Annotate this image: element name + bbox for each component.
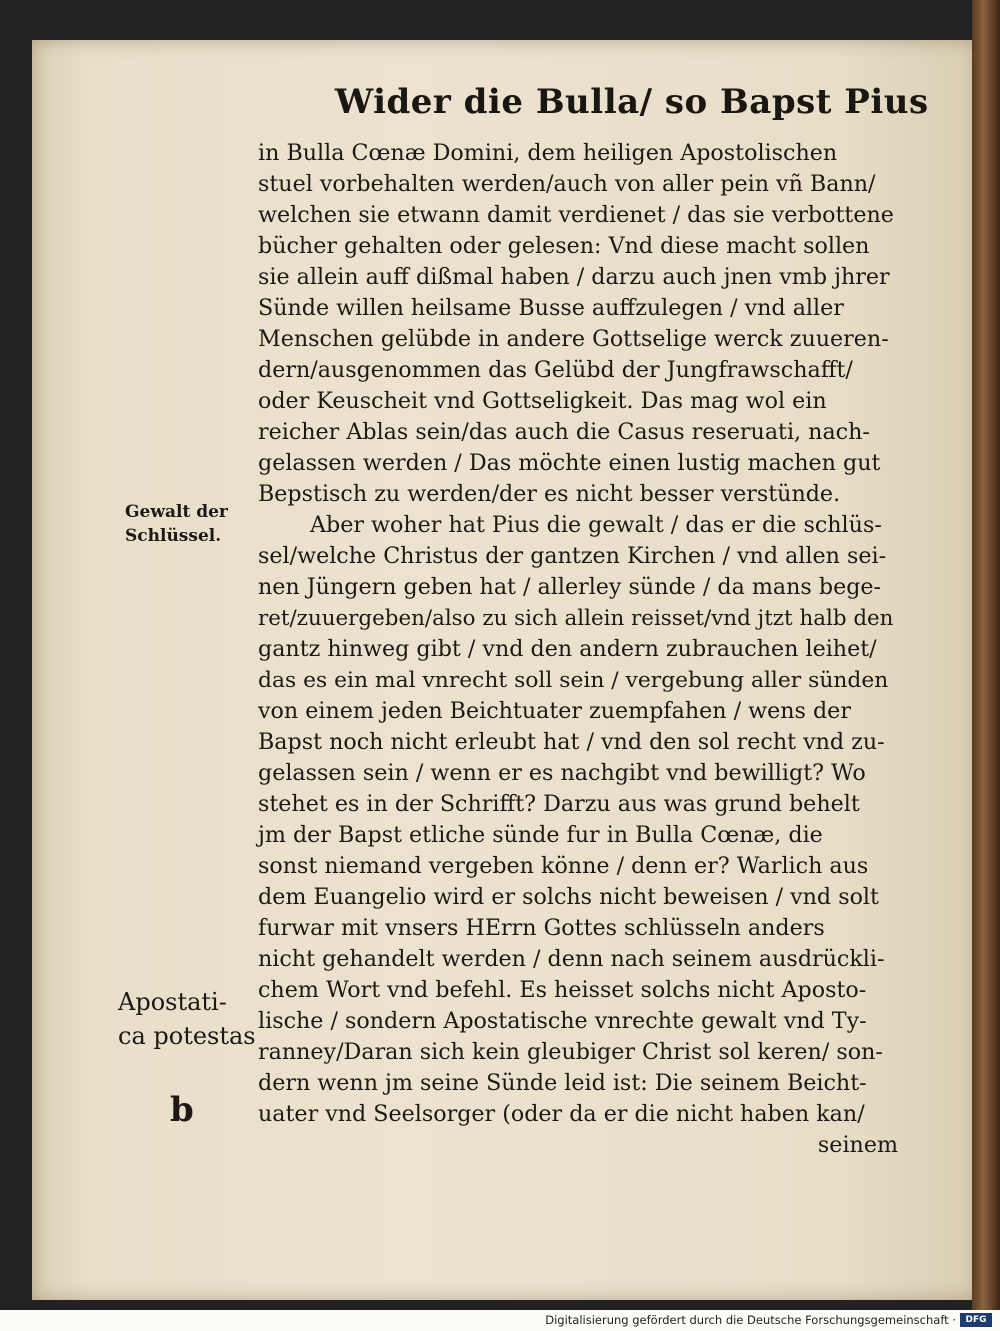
text-line: nicht gehandelt werden / denn nach seinem ausdrückli- xyxy=(258,946,885,972)
text-line: Menschen gelübde in andere Gottselige werck zuueren- xyxy=(258,326,889,352)
signature-mark: b xyxy=(170,1090,194,1130)
margin-note-text: Apostati- ca potestas xyxy=(118,988,256,1050)
text-line: von einem jeden Beichtuater zuempfahen / wens der xyxy=(258,698,851,724)
text-line: ranney/Daran sich kein gleubiger Christ sol keren/ son- xyxy=(258,1039,883,1065)
text-line: ret/zuuergeben/also zu sich allein reisset/vnd jtzt halb den xyxy=(258,606,894,631)
text-line: Aber woher hat Pius die gewalt / das er die schlüs- xyxy=(310,512,882,538)
text-line: dern wenn jm seine Sünde leid ist: Die seinem Beicht- xyxy=(258,1070,867,1096)
text-line: lische / sondern Apostatische vnrechte gewalt vnd Ty- xyxy=(258,1008,867,1034)
text-line: jm der Bapst etliche sünde fur in Bulla Cœnæ, die xyxy=(258,822,823,848)
text-line: oder Keuscheit vnd Gottseligkeit. Das mag wol ein xyxy=(258,388,827,414)
text-line: stehet es in der Schrifft? Darzu aus was grund behelt xyxy=(258,791,860,817)
text-line: gelassen sein / wenn er es nachgibt vnd bewilligt? Wo xyxy=(258,760,866,786)
text-line: sie allein auff dißmal haben / darzu auch jnen vmb jhrer xyxy=(258,264,890,290)
text-line: gantz hinweg gibt / vnd den andern zubrauchen leihet/ xyxy=(258,636,877,662)
margin-note-gewalt xyxy=(125,500,228,548)
margin-note-text: Gewalt der Schlüssel. xyxy=(125,502,228,546)
text-line: das es ein mal vnrecht soll sein / vergebung aller sünden xyxy=(258,668,889,693)
text-line: Bepstisch zu werden/der es nicht besser verstünde. xyxy=(258,481,841,507)
catchword: seinem xyxy=(817,1132,898,1158)
text-line: gelassen werden / Das möchte einen lustig machen gut xyxy=(258,450,881,476)
text-line: sel/welche Christus der gantzen Kirchen / vnd allen sei- xyxy=(258,543,887,569)
text-line: dem Euangelio wird er solchs nicht beweisen / vnd solt xyxy=(258,884,879,910)
book-spine-edge xyxy=(972,0,1000,1310)
dfg-logo: DFG xyxy=(960,1313,992,1327)
text-line: dern/ausgenommen das Gelübd der Jungfrawschafft/ xyxy=(258,357,853,383)
footer-bar xyxy=(0,1310,1000,1331)
text-line: reicher Ablas sein/das auch die Casus reseruati, nach- xyxy=(258,419,870,445)
body-text xyxy=(258,138,898,1161)
text-line: nen Jüngern geben hat / allerley sünde / da mans bege- xyxy=(258,574,882,600)
footer-credit: Digitalisierung gefördert durch die Deutsche Forschungsgemeinschaft · xyxy=(545,1313,956,1327)
text-line: uater vnd Seelsorger (oder da er die nicht haben kan/ xyxy=(258,1101,865,1127)
margin-note-apostatica xyxy=(118,985,256,1053)
text-line: chem Wort vnd befehl. Es heisset solchs nicht Aposto- xyxy=(258,977,867,1003)
text-line: stuel vorbehalten werden/auch von aller pein vñ Bann/ xyxy=(258,171,876,197)
text-line: furwar mit vnsers HErrn Gottes schlüsseln anders xyxy=(258,915,825,941)
text-line: sonst niemand vergeben könne / denn er? Warlich aus xyxy=(258,853,869,879)
text-line: Sünde willen heilsame Busse auffzulegen / vnd aller xyxy=(258,295,844,321)
running-head: Wider die Bulla/ so Bapst Pius xyxy=(335,82,929,122)
text-line: bücher gehalten oder gelesen: Vnd diese macht sollen xyxy=(258,233,870,259)
text-line: in Bulla Cœnæ Domini, dem heiligen Apostolischen xyxy=(258,140,838,166)
text-line: welchen sie etwann damit verdienet / das sie verbottene xyxy=(258,202,894,228)
text-line: Bapst noch nicht erleubt hat / vnd den sol recht vnd zu- xyxy=(258,729,885,755)
